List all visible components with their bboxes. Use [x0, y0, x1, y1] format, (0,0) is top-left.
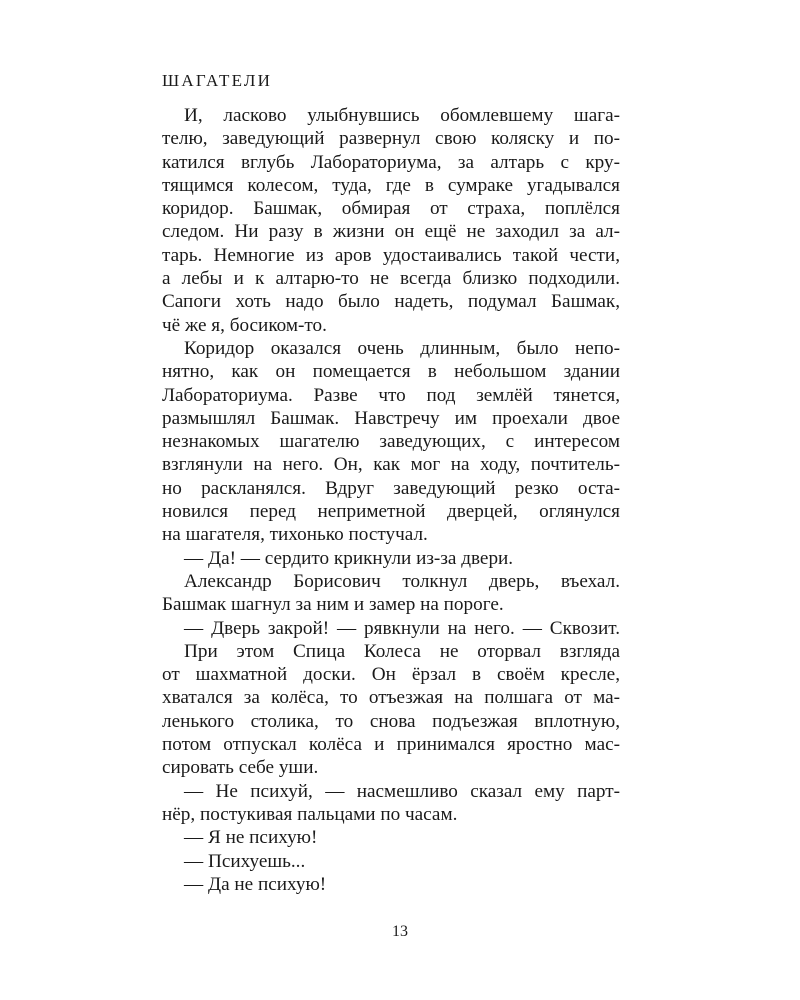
text-line: катился вглубь Лабораториума, за алтарь с кру-	[162, 151, 620, 173]
text-line: чё же я, босиком-то.	[162, 314, 327, 336]
text-line: — Я не психую!	[184, 827, 318, 849]
text-line: тарь. Немногие из аров удостаивались такой чести,	[162, 244, 620, 266]
text-line: взглянули на него. Он, как мог на ходу, почтитель-	[162, 454, 620, 476]
text-line: телю, заведующий развернул свою коляску и по-	[162, 128, 620, 150]
text-line: нятно, как он помещается в небольшом здании	[162, 361, 620, 383]
text-line: хватался за колёса, то отъезжая на полшага от ма-	[162, 687, 620, 709]
text-line: коридор. Башмак, обмирая от страха, поплёлся	[162, 198, 620, 220]
text-line: от шахматной доски. Он ёрзал в своём кресле,	[162, 664, 620, 686]
text-line: — Да! — сердито крикнули из-за двери.	[184, 547, 514, 569]
text-line: а лебы и к алтарю-то не всегда близко подходили.	[162, 268, 620, 290]
text-line: — Дверь закрой! — рявкнули на него. — Сквозит.	[184, 617, 620, 639]
text-line: При этом Спица Колеса не оторвал взгляда	[184, 640, 620, 662]
text-line: нёр, постукивая пальцами по часам.	[162, 803, 458, 825]
text-line: — Не психуй, — насмешливо сказал ему парт-	[184, 780, 620, 802]
text-line: на шагателя, тихонько постучал.	[162, 524, 428, 546]
text-line: — Психуешь...	[184, 850, 306, 872]
text-line: потом отпускал колёса и принимался яростно мас-	[162, 734, 620, 756]
text-line: размышлял Башмак. Навстречу им проехали двое	[162, 407, 620, 429]
text-line: Лабораториума. Разве что под землёй тянется,	[162, 384, 620, 406]
text-line: И, ласково улыбнувшись обомлевшему шага-	[184, 105, 620, 126]
text-line: сировать себе уши.	[162, 757, 319, 779]
text-line: тящимся колесом, туда, где в сумраке угадывался	[162, 174, 620, 196]
book-page	[162, 70, 620, 896]
body-text	[162, 104, 620, 896]
text-line: Коридор оказался очень длинным, было непо-	[184, 337, 620, 359]
text-line: но раскланялся. Вдруг заведующий резко оста-	[162, 477, 620, 499]
text-line: незнакомых шагателю заведующих, с интересом	[162, 431, 620, 453]
text-line: ленького столика, то снова подъезжая вплотную,	[162, 710, 620, 732]
text-line: новился перед неприметной дверцей, оглянулся	[162, 501, 620, 523]
text-line: Александр Борисович толкнул дверь, въехал.	[184, 570, 620, 592]
text-line: Сапоги хоть надо было надеть, подумал Башмак,	[162, 291, 620, 313]
text-line: Башмак шагнул за ним и замер на пороге.	[162, 594, 504, 616]
text-line: следом. Ни разу в жизни он ещё не заходил за ал-	[162, 221, 620, 243]
page-number: 13	[392, 923, 408, 940]
running-head: ШАГАТЕЛИ	[162, 71, 273, 90]
text-line: — Да не психую!	[184, 873, 327, 895]
